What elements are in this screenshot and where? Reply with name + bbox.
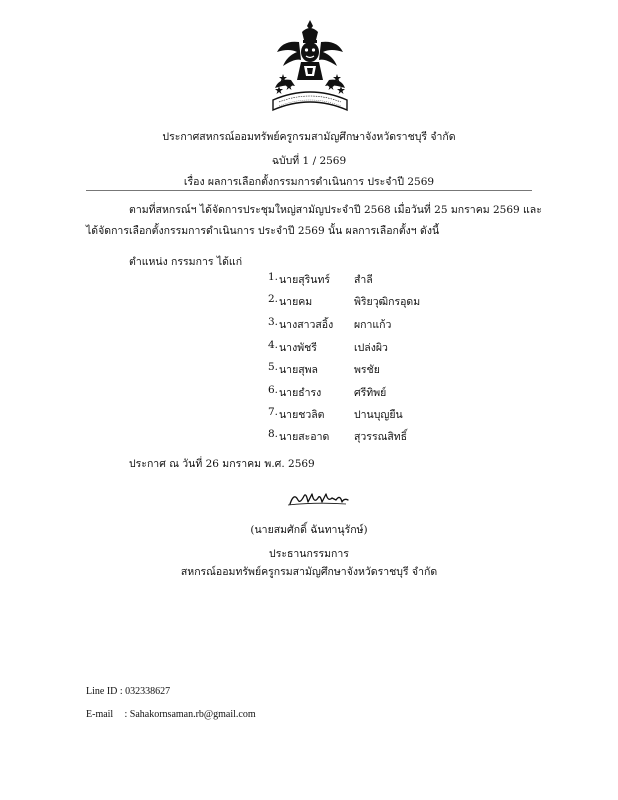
position-label: ตำแหน่ง กรรมการ ได้แก่	[129, 256, 243, 268]
line-id-value: : 032338627	[119, 686, 171, 697]
member-row	[268, 384, 488, 400]
announcement-subject: เรื่อง ผลการเลือกตั้งกรรมการดำเนินการ ประจำปี 2569	[183, 176, 435, 188]
member-row	[268, 271, 488, 287]
signatory-title: ประธานกรรมการ	[269, 548, 349, 560]
email-label: E-mail	[86, 709, 114, 720]
member-number: 8.	[268, 428, 279, 440]
signatory-organization: สหกรณ์ออมทรัพย์ครูกรมสามัญศึกษาจังหวัดราชบุรี จำกัด	[180, 566, 438, 578]
member-last-name: สุวรรณสิทธิ์	[354, 431, 408, 443]
member-row	[268, 293, 488, 309]
member-row	[268, 428, 488, 444]
member-number: 4.	[268, 339, 279, 351]
member-first-name: นายสะอาด	[279, 431, 330, 443]
member-last-name: ปานบุญยืน	[354, 409, 403, 421]
header-divider	[86, 190, 532, 191]
member-row	[268, 339, 488, 355]
member-number: 7.	[268, 406, 279, 418]
member-first-name: นายคม	[279, 296, 313, 308]
body-paragraph-line-2: ได้จัดการเลือกตั้งกรรมการดำเนินการ ประจำปี 2569 นั้น ผลการเลือกตั้งฯ ดังนี้	[86, 225, 440, 237]
email-value: : Sahakornsaman.rb@gmail.com	[124, 709, 256, 720]
member-first-name: นายสุรินทร์	[279, 274, 331, 286]
contact-email	[86, 709, 256, 720]
member-row	[268, 316, 488, 332]
member-number: 6.	[268, 384, 279, 396]
member-number: 5.	[268, 361, 279, 373]
handwritten-signature	[286, 490, 352, 508]
member-first-name: นายชวลิต	[279, 409, 325, 421]
body-paragraph-line-1: ตามที่สหกรณ์ฯ ได้จัดการประชุมใหญ่สามัญประจำปี 2568 เมื่อวันที่ 25 มกราคม 2569 และ	[129, 204, 542, 216]
member-last-name: ผกาแก้ว	[354, 319, 392, 331]
member-first-name: นางพัชรี	[279, 342, 317, 354]
member-last-name: เปล่งผิว	[354, 342, 388, 354]
member-row	[268, 406, 488, 422]
announcement-title: ประกาศสหกรณ์ออมทรัพย์ครูกรมสามัญศึกษาจังหวัดราชบุรี จำกัด	[162, 131, 456, 143]
member-number: 3.	[268, 316, 279, 328]
member-number: 2.	[268, 293, 279, 305]
signatory-name: (นายสมศักดิ์ ฉันทานุรักษ์)	[250, 524, 368, 536]
contact-line-id	[86, 686, 170, 697]
member-first-name: นายธำรง	[279, 387, 322, 399]
member-row	[268, 361, 488, 377]
member-first-name: นายสุพล	[279, 364, 318, 376]
announcement-issue-number: ฉบับที่ 1 / 2569	[271, 155, 347, 167]
announcement-date: ประกาศ ณ วันที่ 26 มกราคม พ.ศ. 2569	[129, 458, 315, 470]
member-last-name: พรชัย	[354, 364, 380, 376]
line-id-label: Line ID	[86, 686, 118, 697]
member-first-name: นางสาวสอิ้ง	[279, 319, 334, 331]
cooperative-emblem-icon	[269, 18, 351, 122]
member-number: 1.	[268, 271, 279, 283]
member-last-name: พิริยวุฒิกรอุดม	[354, 296, 421, 308]
member-last-name: ศรีทิพย์	[354, 387, 387, 399]
member-last-name: สำลี	[354, 274, 373, 286]
